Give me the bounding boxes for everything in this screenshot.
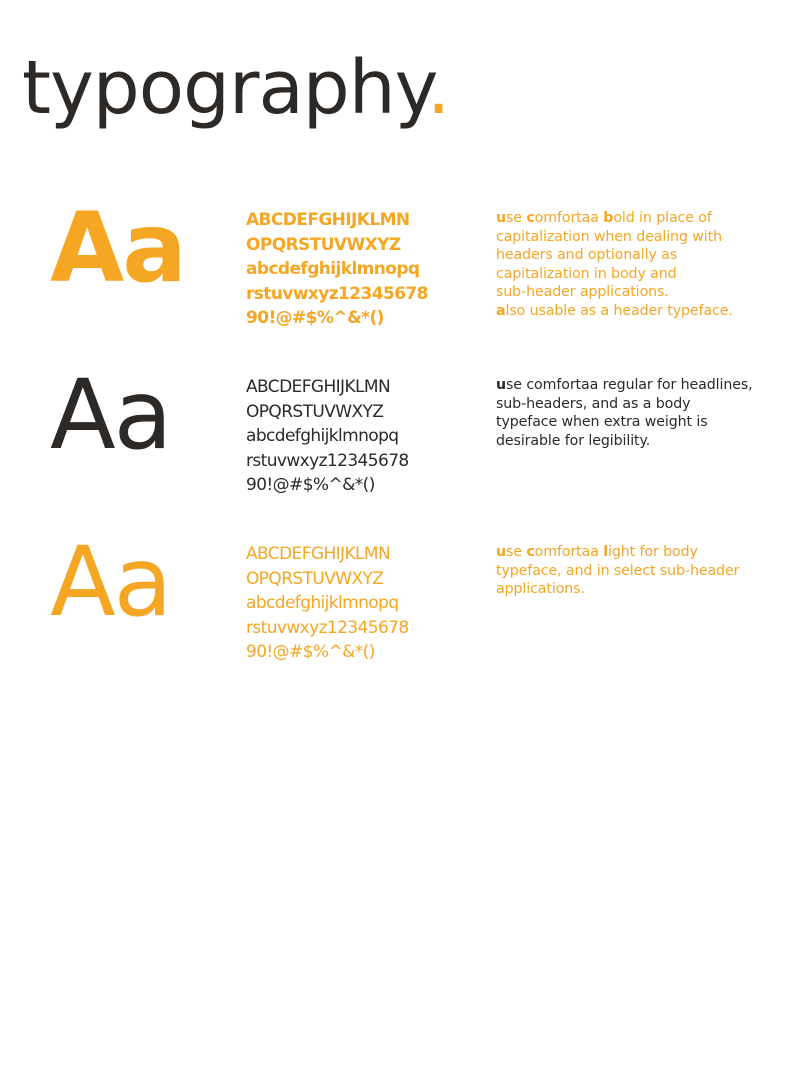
glyph-line: ABCDEFGHIJKLMN [246,210,410,230]
glyph-line: rstuvwxyz12345678 [246,617,409,638]
glyph-line: ABCDEFGHIJKLMN [246,544,391,564]
glyph-line: rstuvwxyz12345678 [246,283,428,304]
description-regular [496,376,786,450]
desc-line: applications. [496,581,585,598]
desc-line: headers and optionally as [496,247,678,264]
glyph-set-bold [246,208,446,331]
type-sample-light: Aa [50,526,171,638]
desc-line: sub-header applications. [496,284,669,301]
desc-line: also usable as a header typeface. [496,302,733,319]
desc-line: typeface when extra weight is [496,414,708,431]
glyph-line: abcdefghijklmnopq [246,259,420,279]
title-dot: . [426,45,450,131]
glyph-set-light [246,542,446,665]
glyph-set-regular [246,375,446,498]
glyph-line: 90!@#$%^&*() [246,475,375,495]
glyph-line: ABCDEFGHIJKLMN [246,377,391,397]
desc-line: sub-headers, and as a body [496,395,691,412]
glyph-line: rstuvwxyz12345678 [246,450,409,471]
glyph-line: OPQRSTUVWXYZ [246,401,384,422]
title-text: typography [22,45,427,131]
type-sample-regular: Aa [50,359,171,471]
page-title [22,38,449,138]
glyph-line: abcdefghijklmnopq [246,426,399,446]
desc-line: capitalization when dealing with [496,228,722,245]
desc-line: use comfortaa regular for headlines, [496,377,753,393]
desc-line: desirable for legibility. [496,432,651,449]
type-sample-bold: Aa [50,192,186,304]
glyph-line: 90!@#$%^&*() [246,308,384,328]
description-light [496,543,786,599]
desc-line: use comfortaa light for body [496,544,698,560]
glyph-line: 90!@#$%^&*() [246,642,375,662]
desc-line: typeface, and in select sub-header [496,562,740,579]
desc-line: capitalization in body and [496,265,677,282]
glyph-line: OPQRSTUVWXYZ [246,568,384,589]
glyph-line: abcdefghijklmnopq [246,593,399,613]
description-bold [496,209,786,321]
glyph-line: OPQRSTUVWXYZ [246,234,401,255]
desc-line: use comfortaa bold in place of [496,210,712,226]
